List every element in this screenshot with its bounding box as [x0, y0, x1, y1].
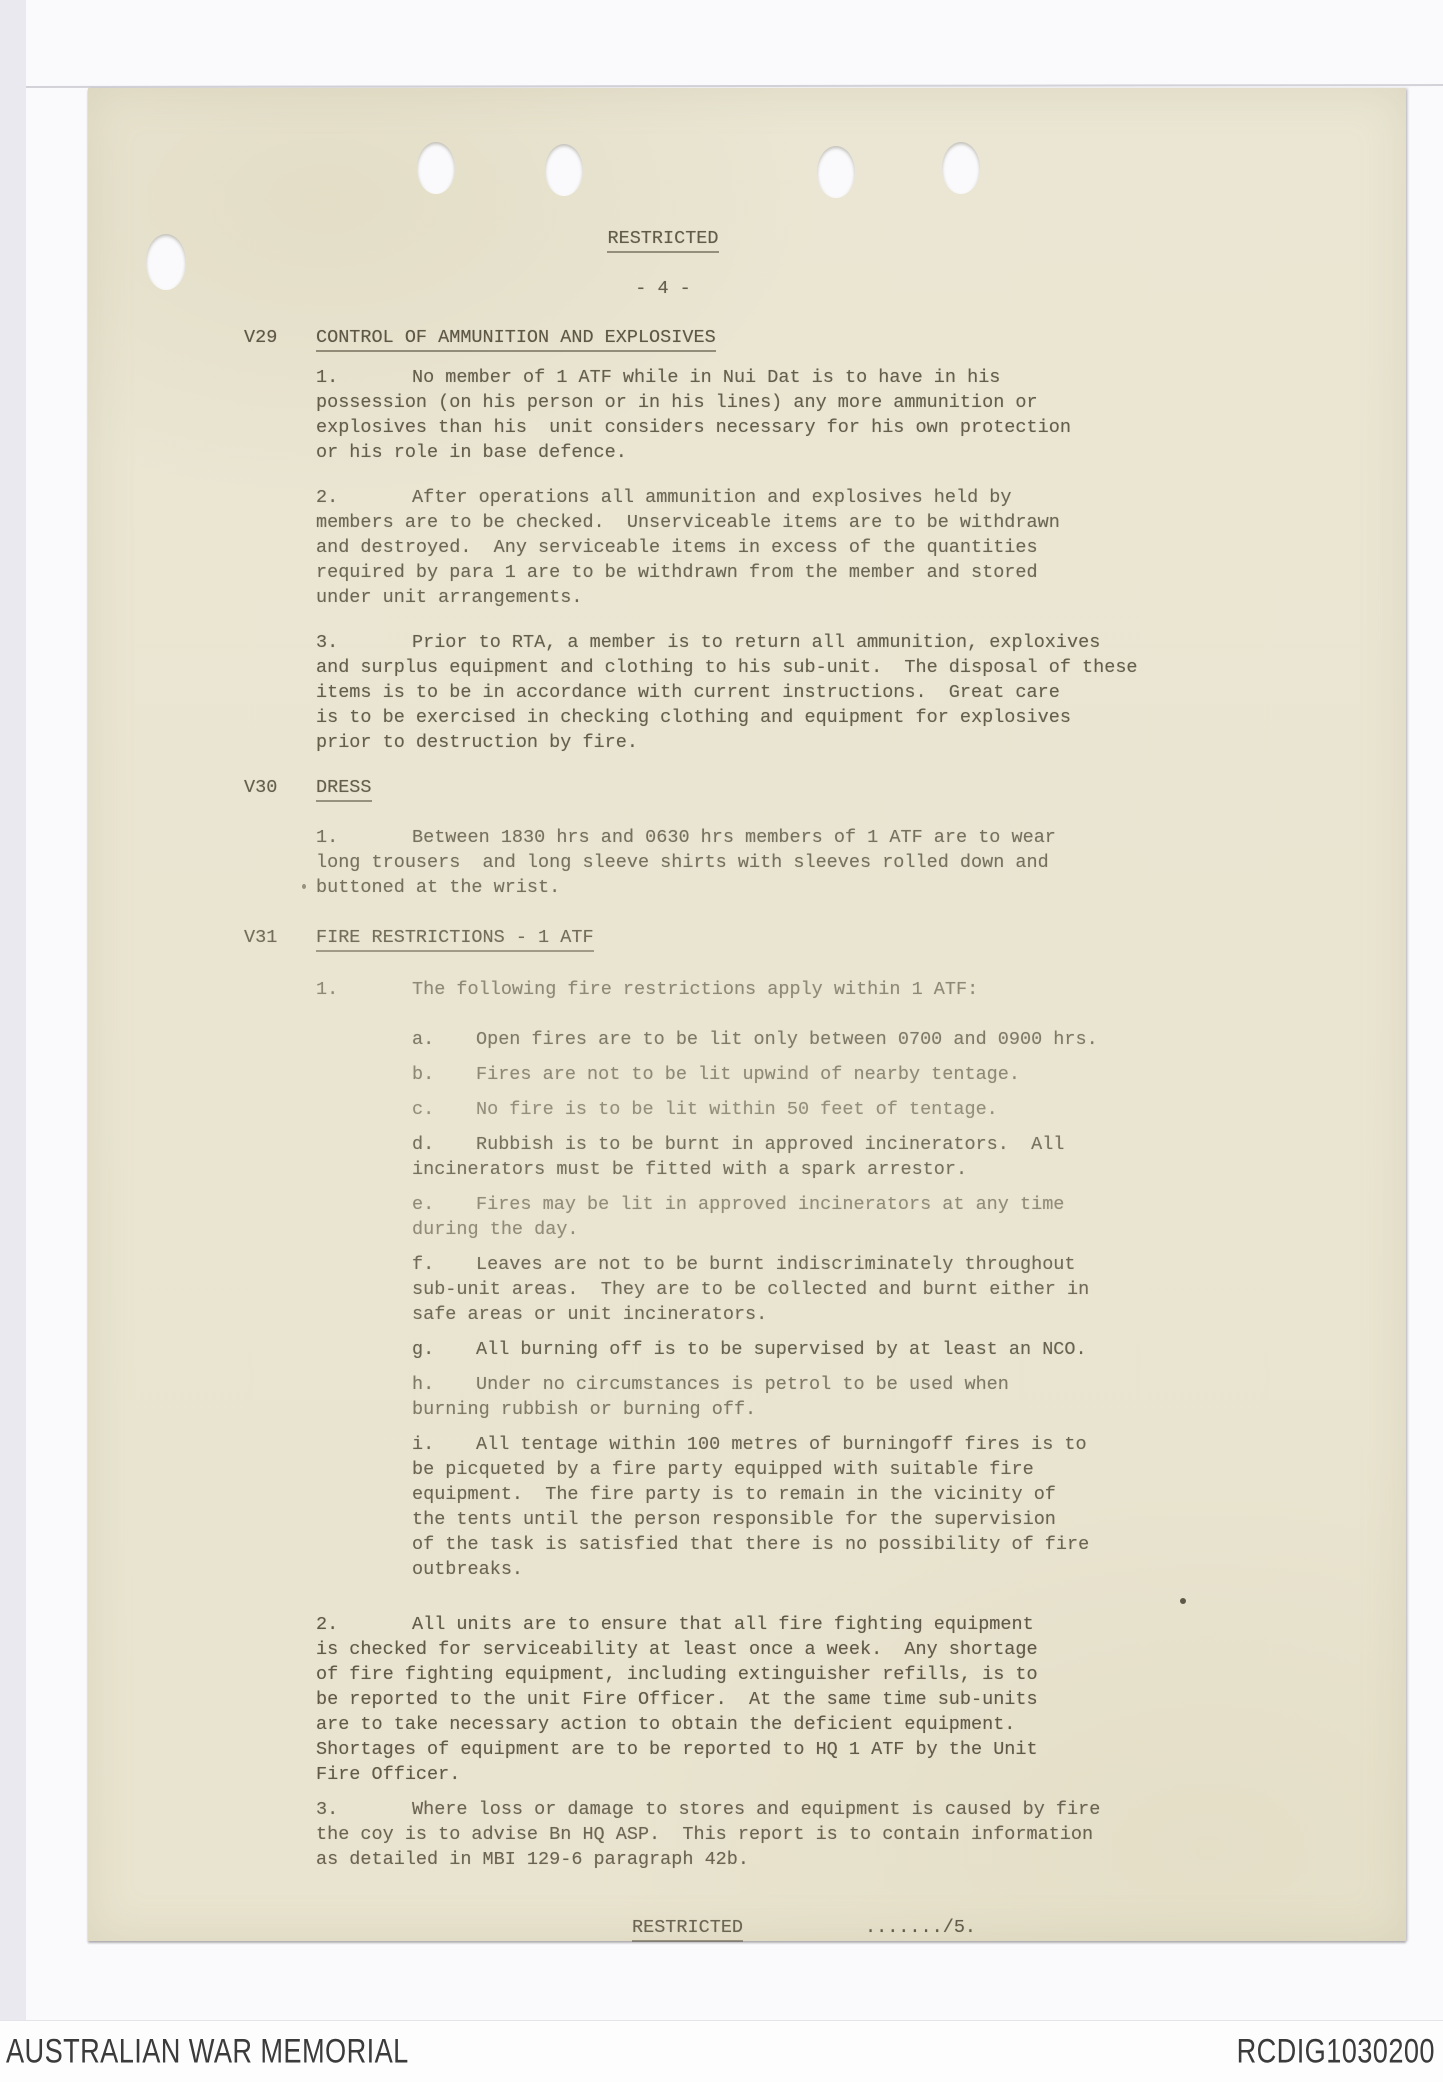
section-code: V31 [244, 927, 278, 948]
subitem-letter: a. [412, 1029, 435, 1050]
subitem [412, 1337, 1292, 1362]
paragraph-line: the coy is to advise Bn HQ ASP. This report is to contain information [316, 1824, 1094, 1845]
typewritten-content [88, 88, 1406, 1941]
subitem-line: equipment. The fire party is to remain in the vicinity of [412, 1484, 1056, 1505]
subitem-letter: c. [412, 1099, 435, 1120]
paragraph-line: 2. After operations all ammunition and explosives held by [316, 487, 1012, 508]
subitem-line: sub-unit areas. They are to be collected and burnt either in [412, 1279, 1090, 1300]
subitem-line: safe areas or unit incinerators. [412, 1304, 768, 1325]
subitem-letter: b. [412, 1064, 435, 1085]
subitem-letter: i. [412, 1434, 435, 1455]
subitem-line: incinerators must be fitted with a spark arrestor. [412, 1159, 968, 1180]
subitem [412, 1432, 1292, 1582]
paragraph-line: and surplus equipment and clothing to his sub-unit. The disposal of these [316, 657, 1138, 678]
paragraph [316, 1797, 1276, 1872]
subitem-letter: f. [412, 1254, 435, 1275]
paragraph [316, 630, 1276, 755]
subitem-line: d. Rubbish is to be burnt in approved incinerators. All [412, 1134, 1065, 1155]
paragraph-number: 1. [316, 827, 339, 848]
subitem [412, 1027, 1292, 1052]
paragraph-line: buttoned at the wrist. [316, 877, 561, 898]
subitem-line: a. Open fires are to be lit only between 0700 and 0900 hrs. [412, 1029, 1098, 1050]
paragraph-number: 1. [316, 979, 339, 1000]
paragraph-line: is to be exercised in checking clothing and equipment for explosives [316, 707, 1071, 728]
section-code: V29 [244, 327, 278, 348]
page-number: - 4 - [635, 278, 691, 299]
subitem-letter: e. [412, 1194, 435, 1215]
paragraph-number: 2. [316, 1614, 339, 1635]
subitem [412, 1372, 1292, 1422]
paragraph [316, 365, 1276, 465]
footer-classification [632, 1915, 743, 1940]
paragraph-line: members are to be checked. Unserviceable items are to be withdrawn [316, 512, 1060, 533]
archive-name: AUSTRALIAN WAR MEMORIAL [6, 2032, 409, 2071]
paragraph-number: 2. [316, 487, 339, 508]
paragraph-line: 1. Between 1830 hrs and 0630 hrs members of 1 ATF are to wear [316, 827, 1056, 848]
subitem-line: b. Fires are not to be lit upwind of nearby tentage. [412, 1064, 1020, 1085]
section-heading [244, 925, 594, 950]
section-heading [244, 775, 372, 800]
classification-header [88, 226, 1238, 251]
paragraph-line: of fire fighting equipment, including extinguisher refills, is to [316, 1664, 1038, 1685]
subitem-line: of the task is satisfied that there is no possibility of fire [412, 1534, 1090, 1555]
paragraph-line: as detailed in MBI 129-6 paragraph 42b. [316, 1849, 749, 1870]
subitem-line: be picqueted by a fire party equipped with suitable fire [412, 1459, 1034, 1480]
subitem [412, 1097, 1292, 1122]
subitem-letter: h. [412, 1374, 435, 1395]
paragraph-line: Fire Officer. [316, 1764, 461, 1785]
paragraph-line: or his role in base defence. [316, 442, 627, 463]
subitem [412, 1192, 1292, 1242]
paragraph-number: 3. [316, 1799, 339, 1820]
archive-bar [0, 2020, 1443, 2082]
paragraph-line: under unit arrangements. [316, 587, 583, 608]
section-code: V30 [244, 777, 278, 798]
subitem [412, 1062, 1292, 1087]
subitem-line: during the day. [412, 1219, 579, 1240]
subitem-line: h. Under no circumstances is petrol to be used when [412, 1374, 1009, 1395]
subitem-line: the tents until the person responsible for the supervision [412, 1509, 1056, 1530]
subitem-line: outbreaks. [412, 1559, 524, 1580]
subitem-letter: d. [412, 1134, 435, 1155]
paragraph-number: 3. [316, 632, 339, 653]
archive-id: RCDIG1030200 [1236, 2032, 1435, 2071]
paragraph-line: be reported to the unit Fire Officer. At the same time sub-units [316, 1689, 1038, 1710]
subitem-letter: g. [412, 1339, 435, 1360]
paragraph-line: are to take necessary action to obtain the deficient equipment. [316, 1714, 1016, 1735]
paragraph-line: items is to be in accordance with current instructions. Great care [316, 682, 1060, 703]
section-title: FIRE RESTRICTIONS - 1 ATF [316, 927, 594, 952]
paragraph-line: 1. The following fire restrictions apply within 1 ATF: [316, 979, 979, 1000]
subitem-line: g. All burning off is to be supervised by at least an NCO. [412, 1339, 1087, 1360]
paragraph-line: and destroyed. Any serviceable items in excess of the quantities [316, 537, 1038, 558]
paragraph [316, 485, 1276, 610]
classification-header-text: RESTRICTED [607, 228, 718, 253]
paragraph-line: 3. Where loss or damage to stores and equipment is caused by fire [316, 1799, 1101, 1820]
paragraph-line: possession (on his person or in his lines) any more ammunition or [316, 392, 1038, 413]
paragraph-line: 3. Prior to RTA, a member is to return all ammunition, exploxives [316, 632, 1101, 653]
paragraph [316, 825, 1276, 900]
subitem-line: e. Fires may be lit in approved incinerators at any time [412, 1194, 1065, 1215]
subitem [412, 1252, 1292, 1327]
subitem-line: burning rubbish or burning off. [412, 1399, 757, 1420]
section-title: CONTROL OF AMMUNITION AND EXPLOSIVES [316, 327, 716, 352]
paragraph-line: 2. All units are to ensure that all fire fighting equipment [316, 1614, 1034, 1635]
paragraph-line: 1. No member of 1 ATF while in Nui Dat is to have in his [316, 367, 1001, 388]
section-heading [244, 325, 716, 350]
paragraph-line: long trousers and long sleeve shirts with sleeves rolled down and [316, 852, 1049, 873]
paragraph-number: 1. [316, 367, 339, 388]
paragraph-line: prior to destruction by fire. [316, 732, 638, 753]
paragraph-line: explosives than his unit considers necessary for his own protection [316, 417, 1071, 438]
subitem [412, 1132, 1292, 1182]
paragraph-line: Shortages of equipment are to be reported to HQ 1 ATF by the Unit [316, 1739, 1038, 1760]
paragraph-line: required by para 1 are to be withdrawn from the member and stored [316, 562, 1038, 583]
subitem-line: f. Leaves are not to be burnt indiscriminately throughout [412, 1254, 1076, 1275]
footer-classification-text: RESTRICTED [632, 1917, 743, 1942]
subitem-line: i. All tentage within 100 metres of burningoff fires is to [412, 1434, 1087, 1455]
document-page [88, 88, 1406, 1941]
paragraph-line: is checked for serviceability at least once a week. Any shortage [316, 1639, 1038, 1660]
subitem-line: c. No fire is to be lit within 50 feet of tentage. [412, 1099, 998, 1120]
paragraph [316, 1612, 1276, 1787]
footer-continuation: ......./5. [865, 1917, 977, 1938]
paragraph [316, 977, 1276, 1002]
section-title: DRESS [316, 777, 372, 802]
